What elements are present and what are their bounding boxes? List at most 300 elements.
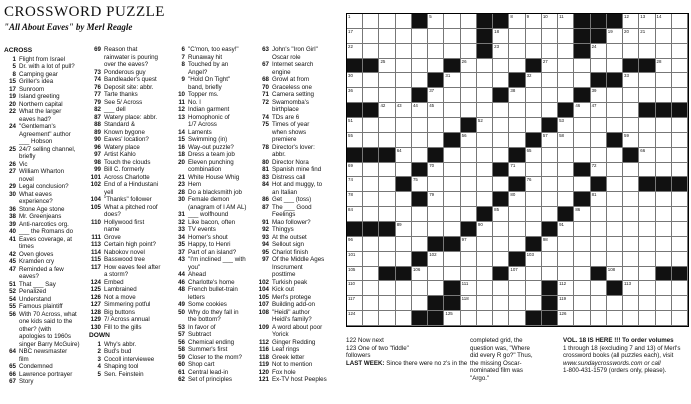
grid-cell[interactable] <box>656 118 672 133</box>
grid-cell[interactable] <box>672 281 688 296</box>
grid-cell[interactable] <box>656 29 672 44</box>
grid-cell[interactable] <box>363 44 379 59</box>
grid-cell[interactable] <box>639 73 655 88</box>
grid-cell[interactable] <box>558 267 574 282</box>
grid-cell[interactable] <box>379 252 395 267</box>
grid-cell[interactable] <box>558 296 574 311</box>
grid-cell[interactable] <box>379 133 395 148</box>
grid-cell[interactable] <box>509 237 525 252</box>
grid-cell[interactable] <box>412 148 428 163</box>
grid-cell[interactable] <box>574 296 590 311</box>
grid-cell[interactable] <box>639 237 655 252</box>
grid-cell[interactable] <box>509 267 525 282</box>
grid-cell[interactable] <box>444 252 460 267</box>
grid-cell[interactable] <box>607 177 623 192</box>
grid-cell[interactable] <box>461 88 477 103</box>
grid-cell[interactable] <box>607 163 623 178</box>
grid-cell[interactable] <box>607 311 623 326</box>
grid-cell[interactable] <box>672 192 688 207</box>
grid-cell[interactable] <box>461 252 477 267</box>
grid-cell[interactable] <box>396 88 412 103</box>
grid-cell[interactable] <box>509 163 525 178</box>
grid-cell[interactable] <box>542 59 558 74</box>
grid-cell[interactable] <box>558 29 574 44</box>
grid-cell[interactable] <box>509 103 525 118</box>
grid-cell[interactable] <box>363 14 379 29</box>
grid-cell[interactable] <box>461 296 477 311</box>
grid-cell[interactable] <box>623 118 639 133</box>
grid-cell[interactable] <box>623 73 639 88</box>
grid-cell[interactable] <box>363 118 379 133</box>
grid-cell[interactable] <box>493 133 509 148</box>
grid-cell[interactable] <box>526 148 542 163</box>
grid-cell[interactable] <box>656 311 672 326</box>
grid-cell[interactable] <box>347 133 363 148</box>
grid-cell[interactable] <box>558 192 574 207</box>
grid-cell[interactable] <box>493 222 509 237</box>
grid-cell[interactable] <box>509 311 525 326</box>
grid-cell[interactable] <box>363 88 379 103</box>
grid-cell[interactable] <box>509 44 525 59</box>
grid-cell[interactable] <box>574 177 590 192</box>
grid-cell[interactable] <box>493 281 509 296</box>
grid-cell[interactable] <box>656 222 672 237</box>
grid-cell[interactable] <box>379 237 395 252</box>
grid-cell[interactable] <box>428 222 444 237</box>
grid-cell[interactable] <box>558 281 574 296</box>
grid-cell[interactable] <box>477 73 493 88</box>
grid-cell[interactable] <box>526 296 542 311</box>
grid-cell[interactable] <box>574 118 590 133</box>
grid-cell[interactable] <box>461 44 477 59</box>
grid-cell[interactable] <box>396 163 412 178</box>
grid-cell[interactable] <box>656 207 672 222</box>
grid-cell[interactable] <box>412 29 428 44</box>
grid-cell[interactable] <box>656 296 672 311</box>
grid-cell[interactable] <box>461 267 477 282</box>
grid-cell[interactable] <box>672 222 688 237</box>
grid-cell[interactable] <box>444 311 460 326</box>
grid-cell[interactable] <box>623 133 639 148</box>
grid-cell[interactable] <box>363 133 379 148</box>
grid-cell[interactable] <box>656 192 672 207</box>
grid-cell[interactable] <box>574 103 590 118</box>
grid-cell[interactable] <box>558 163 574 178</box>
grid-cell[interactable] <box>396 44 412 59</box>
grid-cell[interactable] <box>526 267 542 282</box>
grid-cell[interactable] <box>542 88 558 103</box>
grid-cell[interactable] <box>347 163 363 178</box>
grid-cell[interactable] <box>526 222 542 237</box>
grid-cell[interactable] <box>591 281 607 296</box>
grid-cell[interactable] <box>542 192 558 207</box>
grid-cell[interactable] <box>347 281 363 296</box>
grid-cell[interactable] <box>542 44 558 59</box>
grid-cell[interactable] <box>461 163 477 178</box>
grid-cell[interactable] <box>558 59 574 74</box>
grid-cell[interactable] <box>412 207 428 222</box>
grid-cell[interactable] <box>526 177 542 192</box>
grid-cell[interactable] <box>444 103 460 118</box>
grid-cell[interactable] <box>672 207 688 222</box>
grid-cell[interactable] <box>672 59 688 74</box>
grid-cell[interactable] <box>558 118 574 133</box>
grid-cell[interactable] <box>574 281 590 296</box>
grid-cell[interactable] <box>412 59 428 74</box>
grid-cell[interactable] <box>428 207 444 222</box>
grid-cell[interactable] <box>428 14 444 29</box>
grid-cell[interactable] <box>412 267 428 282</box>
grid-cell[interactable] <box>509 207 525 222</box>
grid-cell[interactable] <box>477 192 493 207</box>
grid-cell[interactable] <box>379 29 395 44</box>
grid-cell[interactable] <box>428 163 444 178</box>
grid-cell[interactable] <box>526 103 542 118</box>
grid-cell[interactable] <box>591 103 607 118</box>
grid-cell[interactable] <box>574 73 590 88</box>
grid-cell[interactable] <box>396 296 412 311</box>
grid-cell[interactable] <box>363 177 379 192</box>
grid-cell[interactable] <box>444 118 460 133</box>
grid-cell[interactable] <box>428 118 444 133</box>
grid-cell[interactable] <box>639 14 655 29</box>
grid-cell[interactable] <box>574 237 590 252</box>
grid-cell[interactable] <box>477 222 493 237</box>
grid-cell[interactable] <box>558 88 574 103</box>
grid-cell[interactable] <box>363 73 379 88</box>
grid-cell[interactable] <box>363 296 379 311</box>
grid-cell[interactable] <box>639 281 655 296</box>
grid-cell[interactable] <box>347 252 363 267</box>
grid-cell[interactable] <box>444 177 460 192</box>
grid-cell[interactable] <box>444 29 460 44</box>
grid-cell[interactable] <box>379 281 395 296</box>
grid-cell[interactable] <box>461 281 477 296</box>
grid-cell[interactable] <box>591 296 607 311</box>
grid-cell[interactable] <box>656 148 672 163</box>
grid-cell[interactable] <box>493 118 509 133</box>
grid-cell[interactable] <box>623 103 639 118</box>
grid-cell[interactable] <box>444 14 460 29</box>
grid-cell[interactable] <box>444 207 460 222</box>
grid-cell[interactable] <box>526 281 542 296</box>
grid-cell[interactable] <box>526 163 542 178</box>
grid-cell[interactable] <box>493 148 509 163</box>
grid-cell[interactable] <box>396 103 412 118</box>
grid-cell[interactable] <box>428 192 444 207</box>
grid-cell[interactable] <box>607 88 623 103</box>
promo-url[interactable]: www.sundaycrosswords.com or call <box>563 359 661 367</box>
grid-cell[interactable] <box>444 222 460 237</box>
grid-cell[interactable] <box>379 192 395 207</box>
grid-cell[interactable] <box>672 88 688 103</box>
grid-cell[interactable] <box>396 207 412 222</box>
grid-cell[interactable] <box>526 88 542 103</box>
grid-cell[interactable] <box>526 73 542 88</box>
grid-cell[interactable] <box>623 237 639 252</box>
grid-cell[interactable] <box>412 222 428 237</box>
grid-cell[interactable] <box>672 14 688 29</box>
grid-cell[interactable] <box>607 192 623 207</box>
grid-cell[interactable] <box>591 207 607 222</box>
grid-cell[interactable] <box>396 192 412 207</box>
grid-cell[interactable] <box>396 73 412 88</box>
grid-cell[interactable] <box>396 118 412 133</box>
grid-cell[interactable] <box>526 252 542 267</box>
grid-cell[interactable] <box>607 252 623 267</box>
grid-cell[interactable] <box>477 267 493 282</box>
grid-cell[interactable] <box>477 59 493 74</box>
grid-cell[interactable] <box>623 222 639 237</box>
grid-cell[interactable] <box>412 118 428 133</box>
grid-cell[interactable] <box>396 14 412 29</box>
grid-cell[interactable] <box>656 44 672 59</box>
grid-cell[interactable] <box>656 88 672 103</box>
grid-cell[interactable] <box>607 267 623 282</box>
grid-cell[interactable] <box>672 44 688 59</box>
grid-cell[interactable] <box>623 14 639 29</box>
grid-cell[interactable] <box>363 192 379 207</box>
grid-cell[interactable] <box>493 29 509 44</box>
grid-cell[interactable] <box>607 118 623 133</box>
grid-cell[interactable] <box>639 118 655 133</box>
grid-cell[interactable] <box>396 148 412 163</box>
grid-cell[interactable] <box>558 177 574 192</box>
grid-cell[interactable] <box>347 118 363 133</box>
grid-cell[interactable] <box>444 44 460 59</box>
grid-cell[interactable] <box>412 133 428 148</box>
grid-cell[interactable] <box>574 59 590 74</box>
grid-cell[interactable] <box>412 103 428 118</box>
grid-cell[interactable] <box>428 252 444 267</box>
grid-cell[interactable] <box>444 73 460 88</box>
grid-cell[interactable] <box>412 237 428 252</box>
grid-cell[interactable] <box>656 237 672 252</box>
grid-cell[interactable] <box>477 311 493 326</box>
grid-cell[interactable] <box>444 163 460 178</box>
grid-cell[interactable] <box>444 88 460 103</box>
grid-cell[interactable] <box>396 281 412 296</box>
grid-cell[interactable] <box>623 192 639 207</box>
grid-cell[interactable] <box>558 252 574 267</box>
grid-cell[interactable] <box>672 163 688 178</box>
grid-cell[interactable] <box>623 281 639 296</box>
grid-cell[interactable] <box>526 207 542 222</box>
grid-cell[interactable] <box>526 44 542 59</box>
grid-cell[interactable] <box>558 237 574 252</box>
grid-cell[interactable] <box>379 88 395 103</box>
grid-cell[interactable] <box>558 14 574 29</box>
grid-cell[interactable] <box>574 148 590 163</box>
grid-cell[interactable] <box>607 148 623 163</box>
grid-cell[interactable] <box>379 73 395 88</box>
grid-cell[interactable] <box>623 252 639 267</box>
grid-cell[interactable] <box>363 29 379 44</box>
grid-cell[interactable] <box>461 237 477 252</box>
grid-cell[interactable] <box>428 177 444 192</box>
grid-cell[interactable] <box>639 311 655 326</box>
grid-cell[interactable] <box>574 311 590 326</box>
grid-cell[interactable] <box>623 44 639 59</box>
grid-cell[interactable] <box>672 118 688 133</box>
grid-cell[interactable] <box>639 252 655 267</box>
grid-cell[interactable] <box>607 59 623 74</box>
grid-cell[interactable] <box>477 281 493 296</box>
grid-cell[interactable] <box>623 29 639 44</box>
grid-cell[interactable] <box>558 311 574 326</box>
grid-cell[interactable] <box>526 192 542 207</box>
grid-cell[interactable] <box>396 222 412 237</box>
grid-cell[interactable] <box>639 192 655 207</box>
grid-cell[interactable] <box>656 252 672 267</box>
grid-cell[interactable] <box>461 14 477 29</box>
grid-cell[interactable] <box>607 296 623 311</box>
grid-cell[interactable] <box>412 281 428 296</box>
grid-cell[interactable] <box>396 237 412 252</box>
grid-cell[interactable] <box>347 296 363 311</box>
grid-cell[interactable] <box>461 192 477 207</box>
grid-cell[interactable] <box>493 252 509 267</box>
grid-cell[interactable] <box>542 267 558 282</box>
grid-cell[interactable] <box>656 14 672 29</box>
grid-cell[interactable] <box>623 296 639 311</box>
grid-cell[interactable] <box>477 133 493 148</box>
grid-cell[interactable] <box>428 103 444 118</box>
grid-cell[interactable] <box>509 192 525 207</box>
grid-cell[interactable] <box>574 252 590 267</box>
grid-cell[interactable] <box>656 59 672 74</box>
grid-cell[interactable] <box>477 88 493 103</box>
grid-cell[interactable] <box>542 29 558 44</box>
grid-cell[interactable] <box>477 237 493 252</box>
grid-cell[interactable] <box>558 222 574 237</box>
grid-cell[interactable] <box>428 59 444 74</box>
grid-cell[interactable] <box>493 207 509 222</box>
grid-cell[interactable] <box>363 252 379 267</box>
grid-cell[interactable] <box>558 148 574 163</box>
grid-cell[interactable] <box>542 163 558 178</box>
grid-cell[interactable] <box>607 222 623 237</box>
grid-cell[interactable] <box>509 296 525 311</box>
grid-cell[interactable] <box>493 296 509 311</box>
grid-cell[interactable] <box>347 192 363 207</box>
grid-cell[interactable] <box>509 88 525 103</box>
grid-cell[interactable] <box>493 311 509 326</box>
grid-cell[interactable] <box>526 29 542 44</box>
grid-cell[interactable] <box>379 103 395 118</box>
grid-cell[interactable] <box>347 207 363 222</box>
grid-cell[interactable] <box>509 29 525 44</box>
grid-cell[interactable] <box>477 148 493 163</box>
grid-cell[interactable] <box>347 14 363 29</box>
grid-cell[interactable] <box>639 133 655 148</box>
grid-cell[interactable] <box>461 207 477 222</box>
grid-cell[interactable] <box>672 133 688 148</box>
grid-cell[interactable] <box>379 207 395 222</box>
grid-cell[interactable] <box>363 207 379 222</box>
grid-cell[interactable] <box>461 177 477 192</box>
grid-cell[interactable] <box>428 29 444 44</box>
grid-cell[interactable] <box>477 118 493 133</box>
grid-cell[interactable] <box>379 311 395 326</box>
grid-cell[interactable] <box>574 133 590 148</box>
grid-cell[interactable] <box>542 252 558 267</box>
grid-cell[interactable] <box>509 222 525 237</box>
grid-cell[interactable] <box>461 103 477 118</box>
grid-cell[interactable] <box>461 133 477 148</box>
grid-cell[interactable] <box>591 44 607 59</box>
grid-cell[interactable] <box>672 148 688 163</box>
grid-cell[interactable] <box>639 148 655 163</box>
grid-cell[interactable] <box>542 177 558 192</box>
grid-cell[interactable] <box>412 177 428 192</box>
grid-cell[interactable] <box>542 237 558 252</box>
grid-cell[interactable] <box>363 163 379 178</box>
grid-cell[interactable] <box>379 163 395 178</box>
grid-cell[interactable] <box>379 14 395 29</box>
grid-cell[interactable] <box>623 88 639 103</box>
grid-cell[interactable] <box>672 29 688 44</box>
grid-cell[interactable] <box>477 163 493 178</box>
grid-cell[interactable] <box>396 252 412 267</box>
grid-cell[interactable] <box>412 296 428 311</box>
grid-cell[interactable] <box>347 177 363 192</box>
grid-cell[interactable] <box>607 29 623 44</box>
grid-cell[interactable] <box>558 73 574 88</box>
grid-cell[interactable] <box>347 237 363 252</box>
grid-cell[interactable] <box>428 281 444 296</box>
grid-cell[interactable] <box>656 163 672 178</box>
grid-cell[interactable] <box>509 14 525 29</box>
grid-cell[interactable] <box>526 118 542 133</box>
grid-cell[interactable] <box>347 311 363 326</box>
grid-cell[interactable] <box>444 192 460 207</box>
grid-cell[interactable] <box>591 59 607 74</box>
grid-cell[interactable] <box>656 281 672 296</box>
grid-cell[interactable] <box>639 267 655 282</box>
grid-cell[interactable] <box>493 103 509 118</box>
grid-cell[interactable] <box>574 207 590 222</box>
grid-cell[interactable] <box>639 222 655 237</box>
grid-cell[interactable] <box>542 103 558 118</box>
grid-cell[interactable] <box>656 73 672 88</box>
grid-cell[interactable] <box>558 44 574 59</box>
grid-cell[interactable] <box>493 59 509 74</box>
grid-cell[interactable] <box>591 163 607 178</box>
grid-cell[interactable] <box>509 59 525 74</box>
grid-cell[interactable] <box>672 252 688 267</box>
grid-cell[interactable] <box>477 296 493 311</box>
grid-cell[interactable] <box>607 207 623 222</box>
grid-cell[interactable] <box>412 73 428 88</box>
grid-cell[interactable] <box>347 44 363 59</box>
grid-cell[interactable] <box>444 148 460 163</box>
grid-cell[interactable] <box>477 103 493 118</box>
grid-cell[interactable] <box>347 73 363 88</box>
grid-cell[interactable] <box>639 88 655 103</box>
grid-cell[interactable] <box>363 311 379 326</box>
grid-cell[interactable] <box>363 237 379 252</box>
grid-cell[interactable] <box>509 118 525 133</box>
grid-cell[interactable] <box>379 44 395 59</box>
grid-cell[interactable] <box>623 267 639 282</box>
grid-cell[interactable] <box>461 148 477 163</box>
grid-cell[interactable] <box>379 177 395 192</box>
grid-cell[interactable] <box>412 44 428 59</box>
grid-cell[interactable] <box>639 207 655 222</box>
grid-cell[interactable] <box>623 207 639 222</box>
grid-cell[interactable] <box>379 59 395 74</box>
